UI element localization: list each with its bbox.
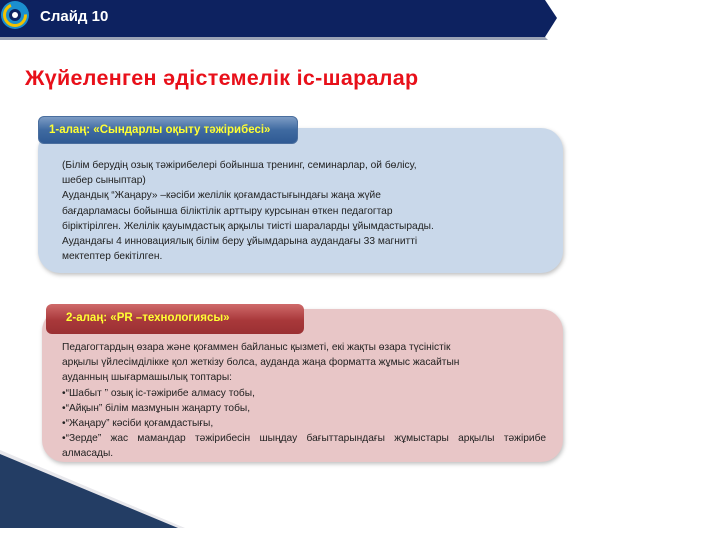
- text-line: Педагогтардың өзара және қоғаммен байланыс қызметі, екі жақты өзара түсіністік: [62, 342, 451, 353]
- panel2-tab-label: 2-алаң: «PR –технологиясы»: [46, 304, 304, 334]
- slide-number-label: Слайд 10: [40, 8, 109, 25]
- text-line: •“Айқын” білім мазмұнын жаңарту тобы,: [62, 402, 251, 414]
- text-line: •“Зерде” жас мамандар тәжірибесін шыңдау бағыттарындағы жұмыстары арқылы тәжірибе алмасады.: [62, 433, 546, 460]
- decorative-corner-triangle: [0, 440, 200, 540]
- text-line: арқылы үйлесімділікке қол жеткізу болса, ауданда жаңа форматта жұмыс жасайтын: [62, 357, 460, 369]
- header-bar: [0, 0, 560, 38]
- text-line: ауданның шығармашылық топтары:: [62, 372, 232, 384]
- text-line: (Білім берудің озық тәжірибелері бойынша тренинг, семинарлар, ой бөлісу,: [62, 160, 417, 171]
- text-line: біріктірілген. Желілік қауымдастық арқылы тиісті шараларды ұйымдастырады.: [62, 220, 434, 232]
- text-line: •“Жаңару” кәсіби қоғамдастығы,: [62, 418, 214, 430]
- panel1-body: [62, 158, 522, 264]
- text-line: Аудандағы 4 инновациялық білім беру ұйымдарына аудандағы 33 магнитті: [62, 236, 418, 248]
- logo-icon: [0, 0, 30, 30]
- panel1-tab-label: 1-алаң: «Сындарлы оқыту тәжірибесі»: [38, 116, 298, 144]
- page-title: Жүйеленген әдістемелік іс-шаралар: [25, 66, 419, 90]
- text-line: шебер сыныптар): [62, 175, 146, 187]
- text-line: Аудандық “Жаңару» –кәсіби желілік қоғамдастығындағы жаңа жүйе: [62, 190, 381, 202]
- text-line: •“Шабыт ” озық іс-тәжірибе алмасу тобы,: [62, 387, 255, 399]
- text-line: мектептер бекітілген.: [62, 251, 163, 263]
- text-line: бағдарламасы бойынша біліктілік арттыру курсынан өткен педагогтар: [62, 205, 393, 217]
